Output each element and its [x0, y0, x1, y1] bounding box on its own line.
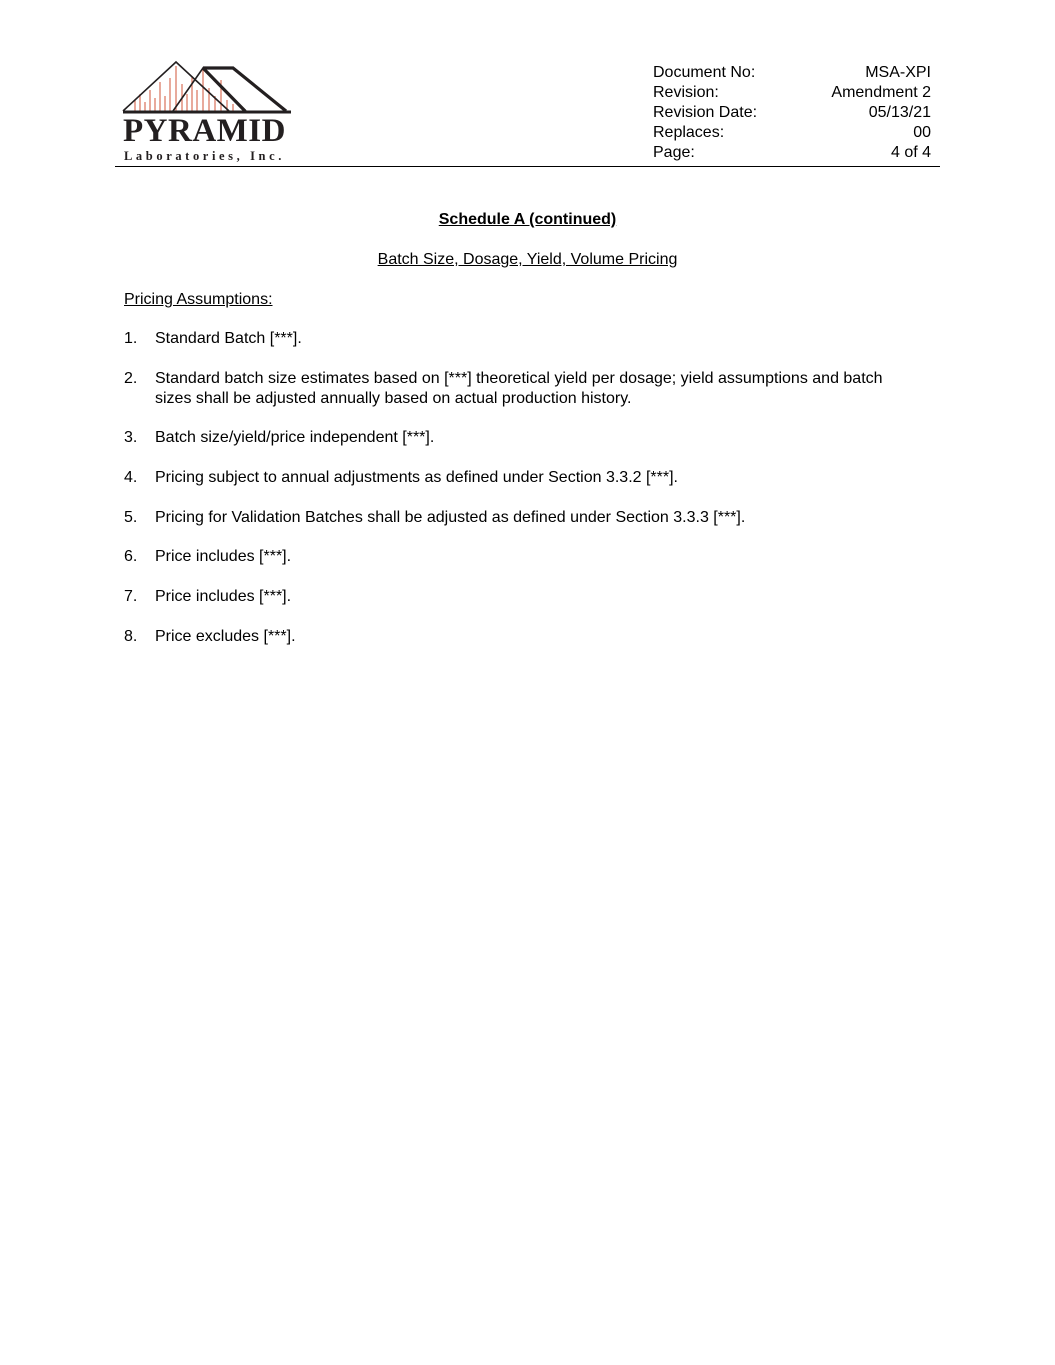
meta-label: Replaces:: [653, 124, 725, 141]
list-item: [124, 627, 904, 647]
meta-row-revision-date: [653, 103, 931, 123]
meta-row-revision: [653, 83, 931, 103]
item-text: Price includes [***].: [155, 548, 292, 566]
item-number: 1.: [124, 330, 138, 347]
meta-value: 00: [913, 124, 931, 141]
list-item: [124, 547, 904, 567]
list-item: [124, 329, 904, 349]
item-number: 5.: [124, 508, 138, 526]
document-meta-table: [653, 63, 931, 163]
meta-label: Revision Date:: [653, 104, 758, 121]
list-item: [124, 587, 904, 607]
item-text: Standard Batch [***].: [155, 330, 302, 347]
item-text: Price includes [***].: [155, 588, 292, 606]
meta-label: Page:: [653, 144, 695, 161]
meta-value: 4 of 4: [890, 144, 931, 161]
meta-row-page: [653, 143, 931, 163]
item-text: Pricing subject to annual adjustments as defined under Section 3.3.2 [***].: [155, 469, 678, 487]
list-item: [124, 468, 904, 488]
item-number: 8.: [124, 627, 138, 645]
list-item: [124, 508, 904, 528]
item-number: 6.: [124, 548, 138, 566]
schedule-title: [0, 210, 1055, 230]
meta-value: MSA-XPI: [865, 64, 931, 81]
meta-row-replaces: [653, 123, 931, 143]
header-divider: [115, 166, 940, 167]
schedule-subtitle: [0, 250, 1055, 270]
pyramid-peaks-icon: [121, 60, 296, 116]
meta-row-document-no: [653, 63, 931, 83]
meta-value: Amendment 2: [831, 84, 931, 101]
schedule-title-text: Schedule A (continued): [438, 211, 617, 228]
item-text: Batch size/yield/price independent [***].: [155, 429, 435, 447]
item-text: Pricing for Validation Batches shall be adjusted as defined under Section 3.3.3 [***].: [155, 508, 746, 526]
item-text: Price excludes [***].: [155, 627, 296, 645]
item-number: 2.: [124, 369, 138, 387]
meta-value: 05/13/21: [868, 104, 931, 121]
item-number: 4.: [124, 469, 138, 487]
meta-label: Revision:: [653, 84, 719, 101]
list-item: [124, 428, 904, 448]
pricing-assumptions-list: [124, 329, 904, 667]
list-item: [124, 369, 904, 409]
meta-label: Document No:: [653, 64, 756, 81]
logo-subtitle: Laboratories, Inc.: [124, 149, 285, 163]
schedule-subtitle-text: Batch Size, Dosage, Yield, Volume Pricing: [377, 251, 678, 268]
item-text: Standard batch size estimates based on [***] theoretical yield per dosage; yield assumptions and batch sizes shall be adjusted annually based on actual production history.: [155, 369, 883, 407]
logo-name: PYRAMID: [123, 113, 286, 149]
pyramid-outline: [123, 62, 286, 111]
company-logo: [121, 60, 296, 166]
chromatogram-peaks: [135, 66, 233, 111]
item-number: 3.: [124, 429, 138, 447]
pricing-assumptions-label: Pricing Assumptions:: [124, 291, 273, 308]
item-number: 7.: [124, 588, 138, 606]
